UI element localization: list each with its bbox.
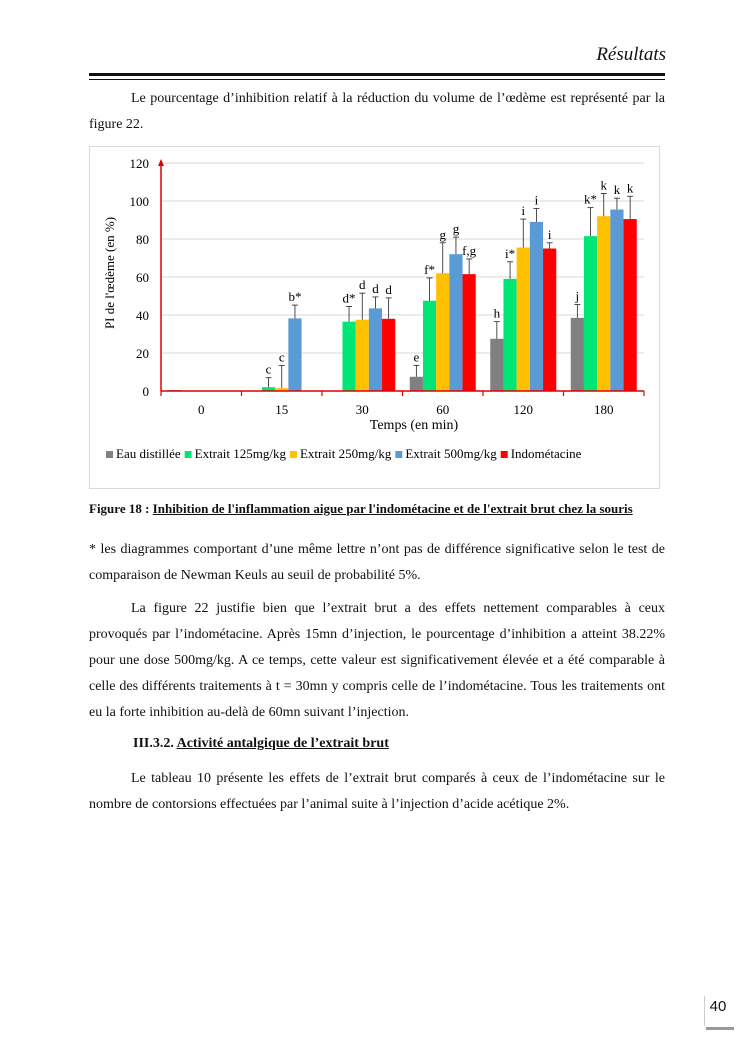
- caption-label: Figure 18 :: [89, 501, 153, 516]
- x-tick-label: 15: [275, 402, 289, 417]
- data-label: g: [452, 221, 460, 237]
- bar: [584, 236, 597, 391]
- bar: [490, 339, 503, 391]
- x-tick-label: 0: [198, 402, 205, 417]
- x-tick-label: 30: [355, 402, 369, 417]
- legend-label: Extrait 500mg/kg: [405, 446, 497, 461]
- bar: [449, 254, 462, 391]
- y-axis-label: PI de l'œdème (en %): [102, 216, 117, 330]
- y-tick-label: 120: [129, 156, 149, 171]
- bar: [597, 216, 610, 391]
- data-label: i: [521, 203, 526, 219]
- y-tick-label: 40: [136, 308, 149, 323]
- data-label: k: [626, 180, 634, 196]
- y-tick-label: 80: [136, 232, 149, 247]
- data-label: k: [613, 182, 621, 198]
- bars: [168, 177, 637, 391]
- data-label: k: [600, 177, 607, 193]
- legend-label: Eau distillée: [116, 446, 181, 461]
- bar: [530, 222, 543, 391]
- x-axis-label: Temps (en min): [369, 418, 459, 433]
- data-label: e: [413, 349, 420, 365]
- bar: [423, 301, 436, 391]
- section-paragraph: Le tableau 10 présente les effets de l’extrait brut comparés à ceux de l’indométacine sur le nombre de contorsions effectuées par l’animal suite à l’injection d’acide acétique 2%.: [89, 771, 665, 812]
- bar: [410, 377, 423, 391]
- section-title: Activité antalgique de l’extrait brut: [176, 736, 389, 751]
- legend-swatch: [185, 451, 192, 458]
- legend-item: [395, 446, 497, 461]
- bar: [571, 318, 584, 391]
- data-label: i: [547, 226, 552, 242]
- significance-note: * les diagrammes comportant d’une même lettre n’ont pas de différence significative selon le test de comparaison de Newman Keuls au seuil de probabilité 5%.: [89, 542, 665, 583]
- page-number-underline: [706, 1027, 734, 1030]
- legend: [106, 446, 582, 461]
- header-rule-thin: [89, 79, 665, 80]
- bar: [369, 308, 382, 391]
- legend-label: Indométacine: [510, 446, 582, 461]
- section-heading: [133, 736, 389, 752]
- x-tick-label: 180: [594, 402, 614, 417]
- bar: [356, 320, 369, 391]
- x-tick-label: 60: [436, 402, 450, 417]
- y-tick-label: 20: [136, 346, 149, 361]
- bar-chart: [90, 147, 659, 488]
- bar: [463, 274, 476, 391]
- section-number: III.3.2.: [133, 736, 177, 751]
- data-label: i*: [504, 245, 516, 261]
- intro-paragraph: Le pourcentage d’inhibition relatif à la réduction du volume de l’œdème est représenté par la figure 22.: [89, 91, 665, 132]
- data-label: j: [575, 288, 580, 304]
- data-label: i: [534, 192, 539, 208]
- legend-item: [185, 446, 287, 461]
- x-tick-label: 120: [513, 402, 533, 417]
- data-label: g: [439, 226, 446, 242]
- bar: [543, 249, 556, 392]
- data-label: f,g: [462, 242, 477, 258]
- legend-item: [290, 446, 392, 461]
- legend-label: Extrait 125mg/kg: [194, 446, 286, 461]
- data-label: b*: [288, 289, 302, 305]
- data-label: c: [278, 349, 285, 365]
- data-label: d*: [342, 290, 356, 306]
- running-header: Résultats: [596, 44, 666, 65]
- legend-swatch: [290, 451, 297, 458]
- header-rule-thick: [89, 73, 665, 76]
- bar: [517, 248, 530, 391]
- data-label: h: [493, 305, 501, 321]
- bar: [624, 219, 637, 391]
- y-tick-label: 100: [129, 194, 149, 209]
- data-label: d: [372, 280, 379, 296]
- legend-swatch: [395, 451, 402, 458]
- y-tick-label: 0: [142, 384, 149, 399]
- page-number: 40: [709, 998, 727, 1015]
- figure-chart: [89, 146, 660, 489]
- bar: [610, 210, 623, 391]
- legend-item: [106, 446, 181, 461]
- bar: [382, 319, 395, 391]
- legend-item: [501, 446, 582, 461]
- data-label: c: [265, 361, 272, 377]
- bar: [288, 318, 301, 391]
- data-label: k*: [584, 191, 598, 207]
- legend-swatch: [106, 451, 113, 458]
- data-label: f*: [424, 261, 435, 277]
- bar: [436, 273, 449, 391]
- y-tick-label: 60: [136, 270, 149, 285]
- legend-label: Extrait 250mg/kg: [299, 446, 392, 461]
- legend-swatch: [501, 451, 508, 458]
- discussion-paragraph: La figure 22 justifie bien que l’extrait brut a des effets nettement comparables à ceux provoqués par l’indométacine. Après 15mn d’injection, le pourcentage d’inhibition a atteint 38.22% pour une dose 500mg/kg. A ce temps, cette valeur est significativement élevée et a été comparable à celle des différents traitements à t = 30mn y compris celle de l’indométacine. Tous les traitements ont eu la forte inhibition au-delà de 60mn suivant l’injection.: [89, 601, 665, 720]
- caption-text: Inhibition de l'inflammation aigue par l'indométacine et de l'extrait brut chez la souris: [152, 501, 633, 516]
- data-label: d: [385, 281, 392, 297]
- figure-caption: [89, 501, 665, 517]
- data-label: d: [359, 277, 366, 293]
- bar: [503, 279, 516, 391]
- bar: [342, 322, 355, 391]
